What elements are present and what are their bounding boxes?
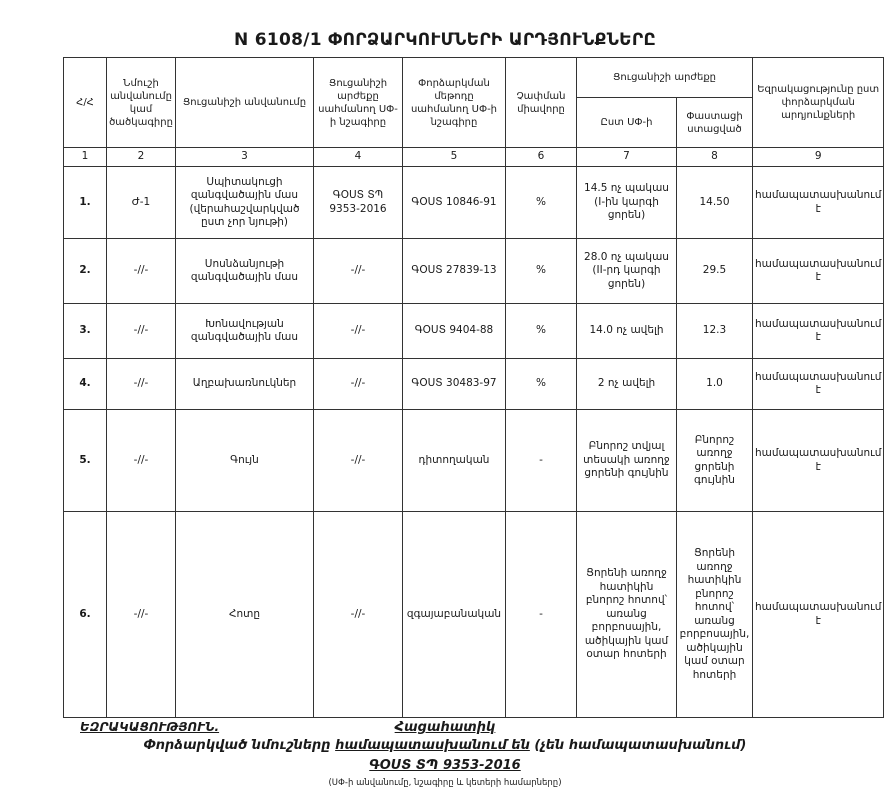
- conclusion-product: Հացահատիկ: [394, 720, 496, 735]
- unit: %: [506, 359, 577, 410]
- conclusion-label: ԵԶՐԱԿԱՑՈՒԹՅՈՒՆ.: [80, 720, 220, 734]
- actual-value: 1.0: [677, 359, 753, 410]
- header-value-standard: Ցուցանիշի արժեքը սահմանող ՍՓ-ի նշագիրը: [314, 58, 403, 148]
- row-index: 6.: [64, 512, 107, 718]
- value-standard: ԳՕՍՏ ՏՊ 9353-2016: [314, 167, 403, 239]
- row-index: 5.: [64, 410, 107, 512]
- col-number: 8: [677, 148, 753, 167]
- indicator-name: Սոսնձանյութի զանգվածային մաս: [176, 239, 314, 304]
- row-index: 4.: [64, 359, 107, 410]
- value-standard: -//-: [314, 410, 403, 512]
- col-number: 3: [176, 148, 314, 167]
- conclusion-note: (ՍՓ-ի անվանումը, նշագիրը և կետերի համարները): [328, 778, 562, 788]
- row-conclusion: համապատասխանում է: [753, 167, 884, 239]
- indicator-name: Խոնավության զանգվածային մաս: [176, 304, 314, 359]
- header-indicator-name: Ցուցանիշի անվանումը: [176, 58, 314, 148]
- indicator-name: Հոտը: [176, 512, 314, 718]
- header-by-standard: Ըստ ՍՓ-ի: [577, 98, 677, 148]
- norm-value: Բնորոշ տվյալ տեսակի առողջ ցորենի գույնին: [577, 410, 677, 512]
- conclusion-statement: [0, 738, 890, 753]
- value-standard: -//-: [314, 359, 403, 410]
- indicator-name: Աղբախառնուկներ: [176, 359, 314, 410]
- method-standard: ԳՕՍՏ 27839-13: [403, 239, 506, 304]
- row-conclusion: համապատասխանում է: [753, 304, 884, 359]
- conclusion-prefix: Փորձարկված նմուշները: [143, 738, 331, 753]
- sample-code: -//-: [107, 410, 176, 512]
- actual-value: 29.5: [677, 239, 753, 304]
- row-index: 1.: [64, 167, 107, 239]
- actual-value: Բնորոշ առողջ ցորենի գույնին: [677, 410, 753, 512]
- norm-value: 2 ոչ ավելի: [577, 359, 677, 410]
- header-actual: Փաստացի ստացված: [677, 98, 753, 148]
- col-number: 1: [64, 148, 107, 167]
- sample-code: Ժ-1: [107, 167, 176, 239]
- unit: %: [506, 239, 577, 304]
- unit: -: [506, 512, 577, 718]
- norm-value: 14.5 ոչ պակաս (I-ին կարգի ցորեն): [577, 167, 677, 239]
- value-standard: -//-: [314, 304, 403, 359]
- table-row: [64, 410, 884, 512]
- norm-value: Ցորենի առողջ հատիկին բնորոշ հոտով՝ առանց բորբոսային, ածիկային կամ օտար հոտերի: [577, 512, 677, 718]
- results-table: [63, 57, 884, 718]
- table-row: [64, 239, 884, 304]
- norm-value: 14.0 ոչ ավելի: [577, 304, 677, 359]
- row-conclusion: համապատասխանում է: [753, 512, 884, 718]
- unit: -: [506, 410, 577, 512]
- method-standard: դիտողական: [403, 410, 506, 512]
- conclusion-negative: (չեն համապատասխանում): [534, 738, 747, 753]
- header-sample-name: Նմուշի անվանումը կամ ծածկագիրը: [107, 58, 176, 148]
- document-title: N 6108/1 ՓՈՐՁԱՐԿՈՒՄՆԵՐԻ ԱՐԴՅՈՒՆՔՆԵՐԸ: [234, 30, 656, 50]
- col-number: 6: [506, 148, 577, 167]
- method-standard: ԳՕՍՏ 10846-91: [403, 167, 506, 239]
- table-row: [64, 359, 884, 410]
- method-standard: ԳՕՍՏ 9404-88: [403, 304, 506, 359]
- actual-value: 12.3: [677, 304, 753, 359]
- table-row: [64, 304, 884, 359]
- norm-value: 28.0 ոչ պակաս (II-րդ կարգի ցորեն): [577, 239, 677, 304]
- col-number: 9: [753, 148, 884, 167]
- header-unit: Չափման միավորը: [506, 58, 577, 148]
- unit: %: [506, 167, 577, 239]
- col-number: 2: [107, 148, 176, 167]
- indicator-name: Սպիտակուցի զանգվածային մաս (վերահաշվարկված ըստ չոր նյութի): [176, 167, 314, 239]
- row-index: 2.: [64, 239, 107, 304]
- conclusion-verdict: համապատասխանում են: [335, 738, 530, 753]
- method-standard: ԳՕՍՏ 30483-97: [403, 359, 506, 410]
- col-number: 4: [314, 148, 403, 167]
- method-standard: զգայաբանական: [403, 512, 506, 718]
- value-standard: -//-: [314, 239, 403, 304]
- row-conclusion: համապատասխանում է: [753, 410, 884, 512]
- value-standard: -//-: [314, 512, 403, 718]
- row-conclusion: համապատասխանում է: [753, 359, 884, 410]
- table-row: [64, 512, 884, 718]
- sample-code: -//-: [107, 359, 176, 410]
- header-conclusion: Եզրակացությունը ըստ փորձարկման արդյունքների: [753, 58, 884, 148]
- sample-code: -//-: [107, 512, 176, 718]
- table-row: [64, 167, 884, 239]
- indicator-name: Գույն: [176, 410, 314, 512]
- row-conclusion: համապատասխանում է: [753, 239, 884, 304]
- sample-code: -//-: [107, 304, 176, 359]
- sample-code: -//-: [107, 239, 176, 304]
- conclusion-standard: ԳՕՍՏ ՏՊ 9353-2016: [369, 758, 521, 773]
- col-number: 7: [577, 148, 677, 167]
- actual-value: 14.50: [677, 167, 753, 239]
- header-indicator-value: Ցուցանիշի արժեքը: [577, 58, 753, 98]
- header-method-standard: Փորձարկման մեթոդը սահմանող ՍՓ-ի նշագիրը: [403, 58, 506, 148]
- row-index: 3.: [64, 304, 107, 359]
- unit: %: [506, 304, 577, 359]
- header-index: Հ/Հ: [64, 58, 107, 148]
- col-number: 5: [403, 148, 506, 167]
- actual-value: Ցորենի առողջ հատիկին բնորոշ հոտով՝ առանց բորբոսային, ածիկային կամ օտար հոտերի: [677, 512, 753, 718]
